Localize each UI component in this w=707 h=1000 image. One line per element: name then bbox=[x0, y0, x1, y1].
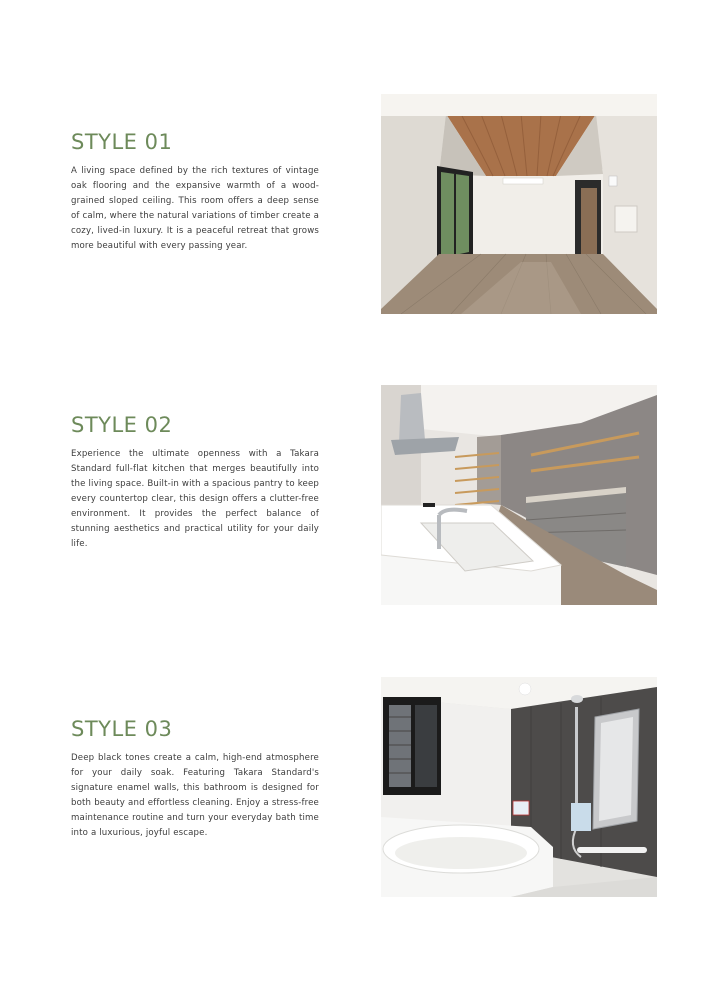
style-02-description: Experience the ultimate openness with a Takara Standard full-flat kitchen that merges beautifully into the living space. Built-in with a spacious pantry to keep every countertop clear, this design offers a clutter-free environment. It provides the perfect balance of stunning aesthetics and practical utility for your daily life. bbox=[71, 449, 319, 549]
style-01-text bbox=[71, 130, 319, 254]
style-02-text bbox=[71, 413, 319, 552]
bathroom-photo bbox=[381, 677, 657, 897]
bathroom-illustration bbox=[381, 677, 657, 897]
style-03-heading: STYLE 03 bbox=[71, 717, 173, 741]
style-03-description: Deep black tones create a calm, high-end atmosphere for your daily soak. Featuring Takara Standard's signature enamel walls, this bathroom is designed for both beauty and effortless cleaning. Enjoy a stress-free maintenance routine and turn your everyday bath time into a luxurious, joyful escape. bbox=[71, 753, 319, 838]
style-02-heading: STYLE 02 bbox=[71, 413, 173, 437]
style-01-description: A living space defined by the rich textures of vintage oak flooring and the expansive warmth of a wood-grained sloped ceiling. This room offers a deep sense of calm, where the natural variations of timber create a cozy, lived-in luxury. It is a peaceful retreat that grows more beautiful with every passing year. bbox=[71, 166, 319, 251]
style-01-heading: STYLE 01 bbox=[71, 130, 173, 154]
style-03-text bbox=[71, 717, 319, 841]
living-room-photo bbox=[381, 94, 657, 314]
living-room-illustration bbox=[381, 94, 657, 314]
kitchen-photo bbox=[381, 385, 657, 605]
kitchen-illustration bbox=[381, 385, 657, 605]
